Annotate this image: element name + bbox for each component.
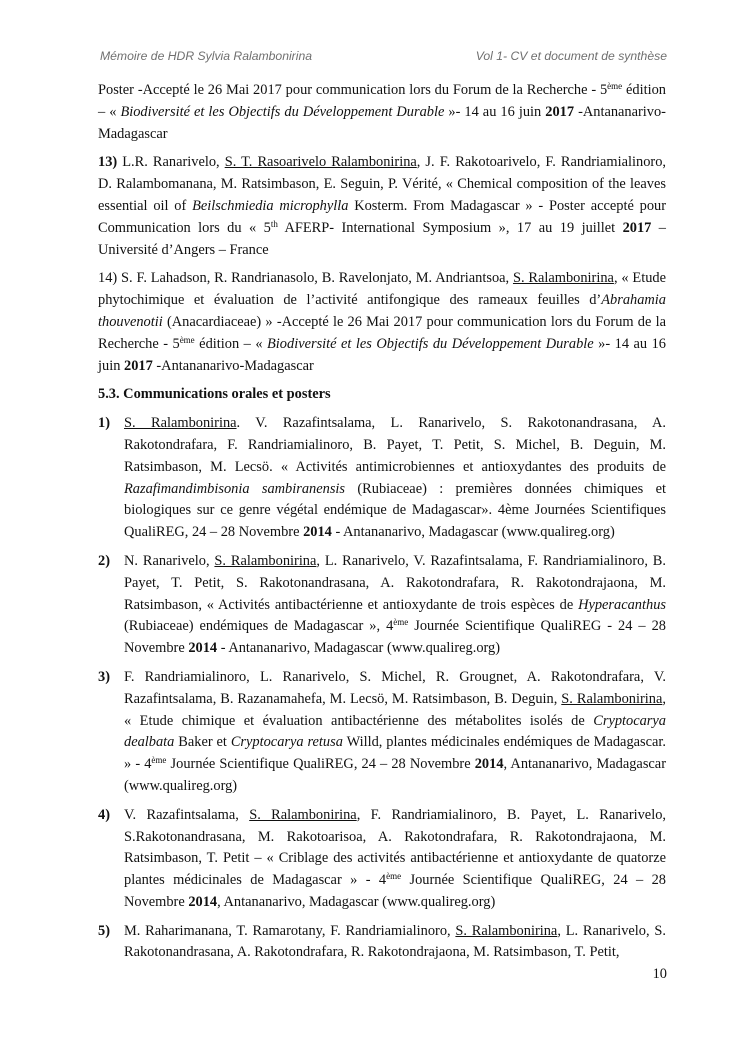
- running-header: [100, 49, 667, 65]
- entry-14: 14) S. F. Lahadson, R. Randrianasolo, B. Ravelonjato, M. Andriantsoa, S. Ralambonirina, « Etude phytochimique et évaluation de l’activité antifongique des rameaux feuilles d’Abrahamia thouvenotii (Anacardiaceae) » -Accepté le 26 Mai 2017 pour communication lors du Forum de la Recherche - 5ème édition – « Biodiversité et les Objectifs du Développement Durable »- 14 au 16 juin 2017 -Antananarivo-Madagascar: [98, 270, 666, 374]
- page-number: 10: [652, 966, 667, 982]
- entry-13: 13) L.R. Ranarivelo, S. T. Rasoarivelo Ralambonirina, J. F. Rakotoarivelo, F. Randriamialinoro, D. Ralambomanana, M. Ratsimbason, E. Seguin, P. Vérité, « Chemical composition of the leaves essential oil of Beilschmiedia microphylla Kosterm. From Madagascar » - Poster accepté pour Communication lors du « 5th AFERP- International Symposium », 17 au 19 juillet 2017 – Université d’Angers – France: [98, 154, 667, 258]
- list-item: 3) F. Randriamialinoro, L. Ranarivelo, S. Michel, R. Grougnet, A. Rakotondrafara, V. Razafintsalama, B. Razanamahefa, M. Lecsö, M. Ratsimbason, B. Deguin, S. Ralambonirina, « Etude chimique et évaluation antibactérienne des métabolites isolés de Cryptocarya dealbata Baker et Cryptocarya retusa Willd, plantes médicinales endémiques de Madagascar. » - 4ème Journée Scientifique QualiREG, 24 – 28 Novembre 2014, Antananarivo, Madagascar (www.qualireg.org): [98, 668, 666, 794]
- document-body: [98, 80, 666, 971]
- list-item-number: 3): [98, 668, 110, 685]
- section-title: 5.3. Communications orales et posters: [98, 386, 331, 403]
- list-item: 5) M. Raharimanana, T. Ramarotany, F. Randriamialinoro, S. Ralambonirina, L. Ranarivelo, S. Rakotonandrasana, A. Rakotondrafara, R. Rakotondrajaona, M. Ratsimbason, T. Petit,: [98, 922, 666, 961]
- header-right-text: Vol 1- CV et document de synthèse: [475, 49, 667, 63]
- list-item-number: 4): [98, 806, 110, 823]
- list-item: 1) S. Ralambonirina. V. Razafintsalama, L. Ranarivelo, S. Rakotonandrasana, A. Rakotondrafara, F. Randriamialinoro, B. Payet, T. Petit, S. Michel, B. Deguin, M. Ratsimbason, M. Lecsö. « Activités antimicrobiennes et antioxydantes des produits de Razafimandimbisonia sambiranensis (Rubiaceae) : premières données chimiques et biologiques sur ce genre végétal endémique de Madagascar». 4ème Journées Scientifiques QualiREG, 24 – 28 Novembre 2014 - Antananarivo, Madagascar (www.qualireg.org): [98, 415, 666, 541]
- list-item: 2) N. Ranarivelo, S. Ralambonirina, L. Ranarivelo, V. Razafintsalama, F. Randriamialinoro, B. Payet, T. Petit, S. Rakotonandrasana, A. Rakotondrafara, R. Rakotondrajaona, M. Ratsimbason, « Activités antibactérienne et antioxydante de trois espèces de Hyperacanthus (Rubiaceae) endémiques de Madagascar », 4ème Journée Scientifique QualiREG - 24 – 28 Novembre 2014 - Antananarivo, Madagascar (www.qualireg.org): [98, 552, 666, 657]
- list-item: 4) V. Razafintsalama, S. Ralambonirina, F. Randriamialinoro, B. Payet, L. Ranarivelo, S.Rakotonandrasana, M. Rakotoarisoa, A. Rakotondrafara, R. Rakotondrajaona, M. Ratsimbason, T. Petit – « Criblage des activités antibactérienne et antioxydante de quatorze plantes médicinales de Madagascar » - 4ème Journée Scientifique QualiREG, 24 – 28 Novembre 2014, Antananarivo, Madagascar (www.qualireg.org): [98, 806, 666, 910]
- list-item-number: 2): [98, 552, 110, 569]
- entry-12-continuation: Poster -Accepté le 26 Mai 2017 pour communication lors du Forum de la Recherche - 5ème édition – « Biodiversité et les Objectifs du Développement Durable »- 14 au 16 juin 2017 -Antananarivo-Madagascar: [98, 81, 666, 142]
- list-item-number: 1): [98, 415, 110, 432]
- list-item-number: 5): [98, 922, 110, 939]
- header-left-text: Mémoire de HDR Sylvia Ralambonirina: [100, 49, 313, 63]
